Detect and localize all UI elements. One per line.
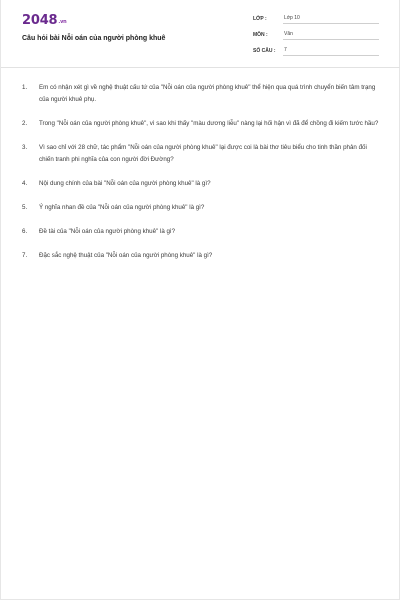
- meta-row-count: [253, 45, 379, 56]
- question-item: [22, 118, 382, 130]
- page-title: Câu hỏi bài Nỗi oán của người phòng khuê: [22, 35, 166, 42]
- question-text: Đề tài của "Nỗi oán của người phòng khuê" là gì?: [39, 228, 176, 235]
- question-number: 6.: [22, 228, 28, 235]
- question-item: [22, 142, 382, 166]
- question-text: Ý nghĩa nhan đề của "Nỗi oán của người phòng khuê" là gì?: [39, 204, 205, 211]
- question-number: 5.: [22, 204, 28, 211]
- question-text: Nội dung chính của bài "Nỗi oán của người phòng khuê" là gì?: [39, 180, 211, 187]
- question-item: [22, 178, 382, 190]
- question-item: [22, 82, 382, 106]
- meta-label: SỐ CÂU :: [253, 48, 276, 54]
- question-item: [22, 250, 382, 262]
- meta-value: 7: [283, 47, 379, 56]
- question-text: Vì sao chỉ với 28 chữ, tác phẩm "Nỗi oán của người phòng khuê" lại được coi là bài thơ tiêu biểu cho tinh thần phản đối chiến tranh phi nghĩa của con người đời Đường?: [39, 144, 367, 163]
- logo-main: 2048: [22, 13, 58, 28]
- header-divider: [1, 67, 400, 68]
- question-text: Trong "Nỗi oán của người phòng khuê", vì sao khi thấy "màu dương liễu" nàng lại hối hận vì đã để chồng đi kiếm tước hầu?: [39, 120, 379, 127]
- meta-row-subject: [253, 29, 379, 40]
- meta-label: MÔN :: [253, 32, 268, 38]
- question-number: 2.: [22, 120, 28, 127]
- question-number: 3.: [22, 144, 28, 151]
- meta-panel: [253, 13, 379, 61]
- worksheet-header: [1, 0, 400, 64]
- question-text: Em có nhận xét gì về nghệ thuật cấu tứ của "Nỗi oán của người phòng khuê" thể hiện qua quá trình chuyển biến tâm trạng của người khuê phụ.: [39, 84, 376, 103]
- meta-label: LỚP :: [253, 16, 267, 22]
- question-number: 7.: [22, 252, 28, 259]
- question-number: 1.: [22, 84, 28, 91]
- question-number: 4.: [22, 180, 28, 187]
- logo-suffix: .vn: [58, 19, 67, 25]
- question-list: [22, 82, 382, 274]
- question-item: [22, 202, 382, 214]
- question-text: Đặc sắc nghệ thuật của "Nỗi oán của người phòng khuê" là gì?: [39, 252, 213, 259]
- question-item: [22, 226, 382, 238]
- meta-value: Lớp 10: [283, 15, 379, 24]
- site-logo[interactable]: [22, 13, 67, 28]
- meta-value: Văn: [283, 31, 379, 40]
- meta-row-class: [253, 13, 379, 24]
